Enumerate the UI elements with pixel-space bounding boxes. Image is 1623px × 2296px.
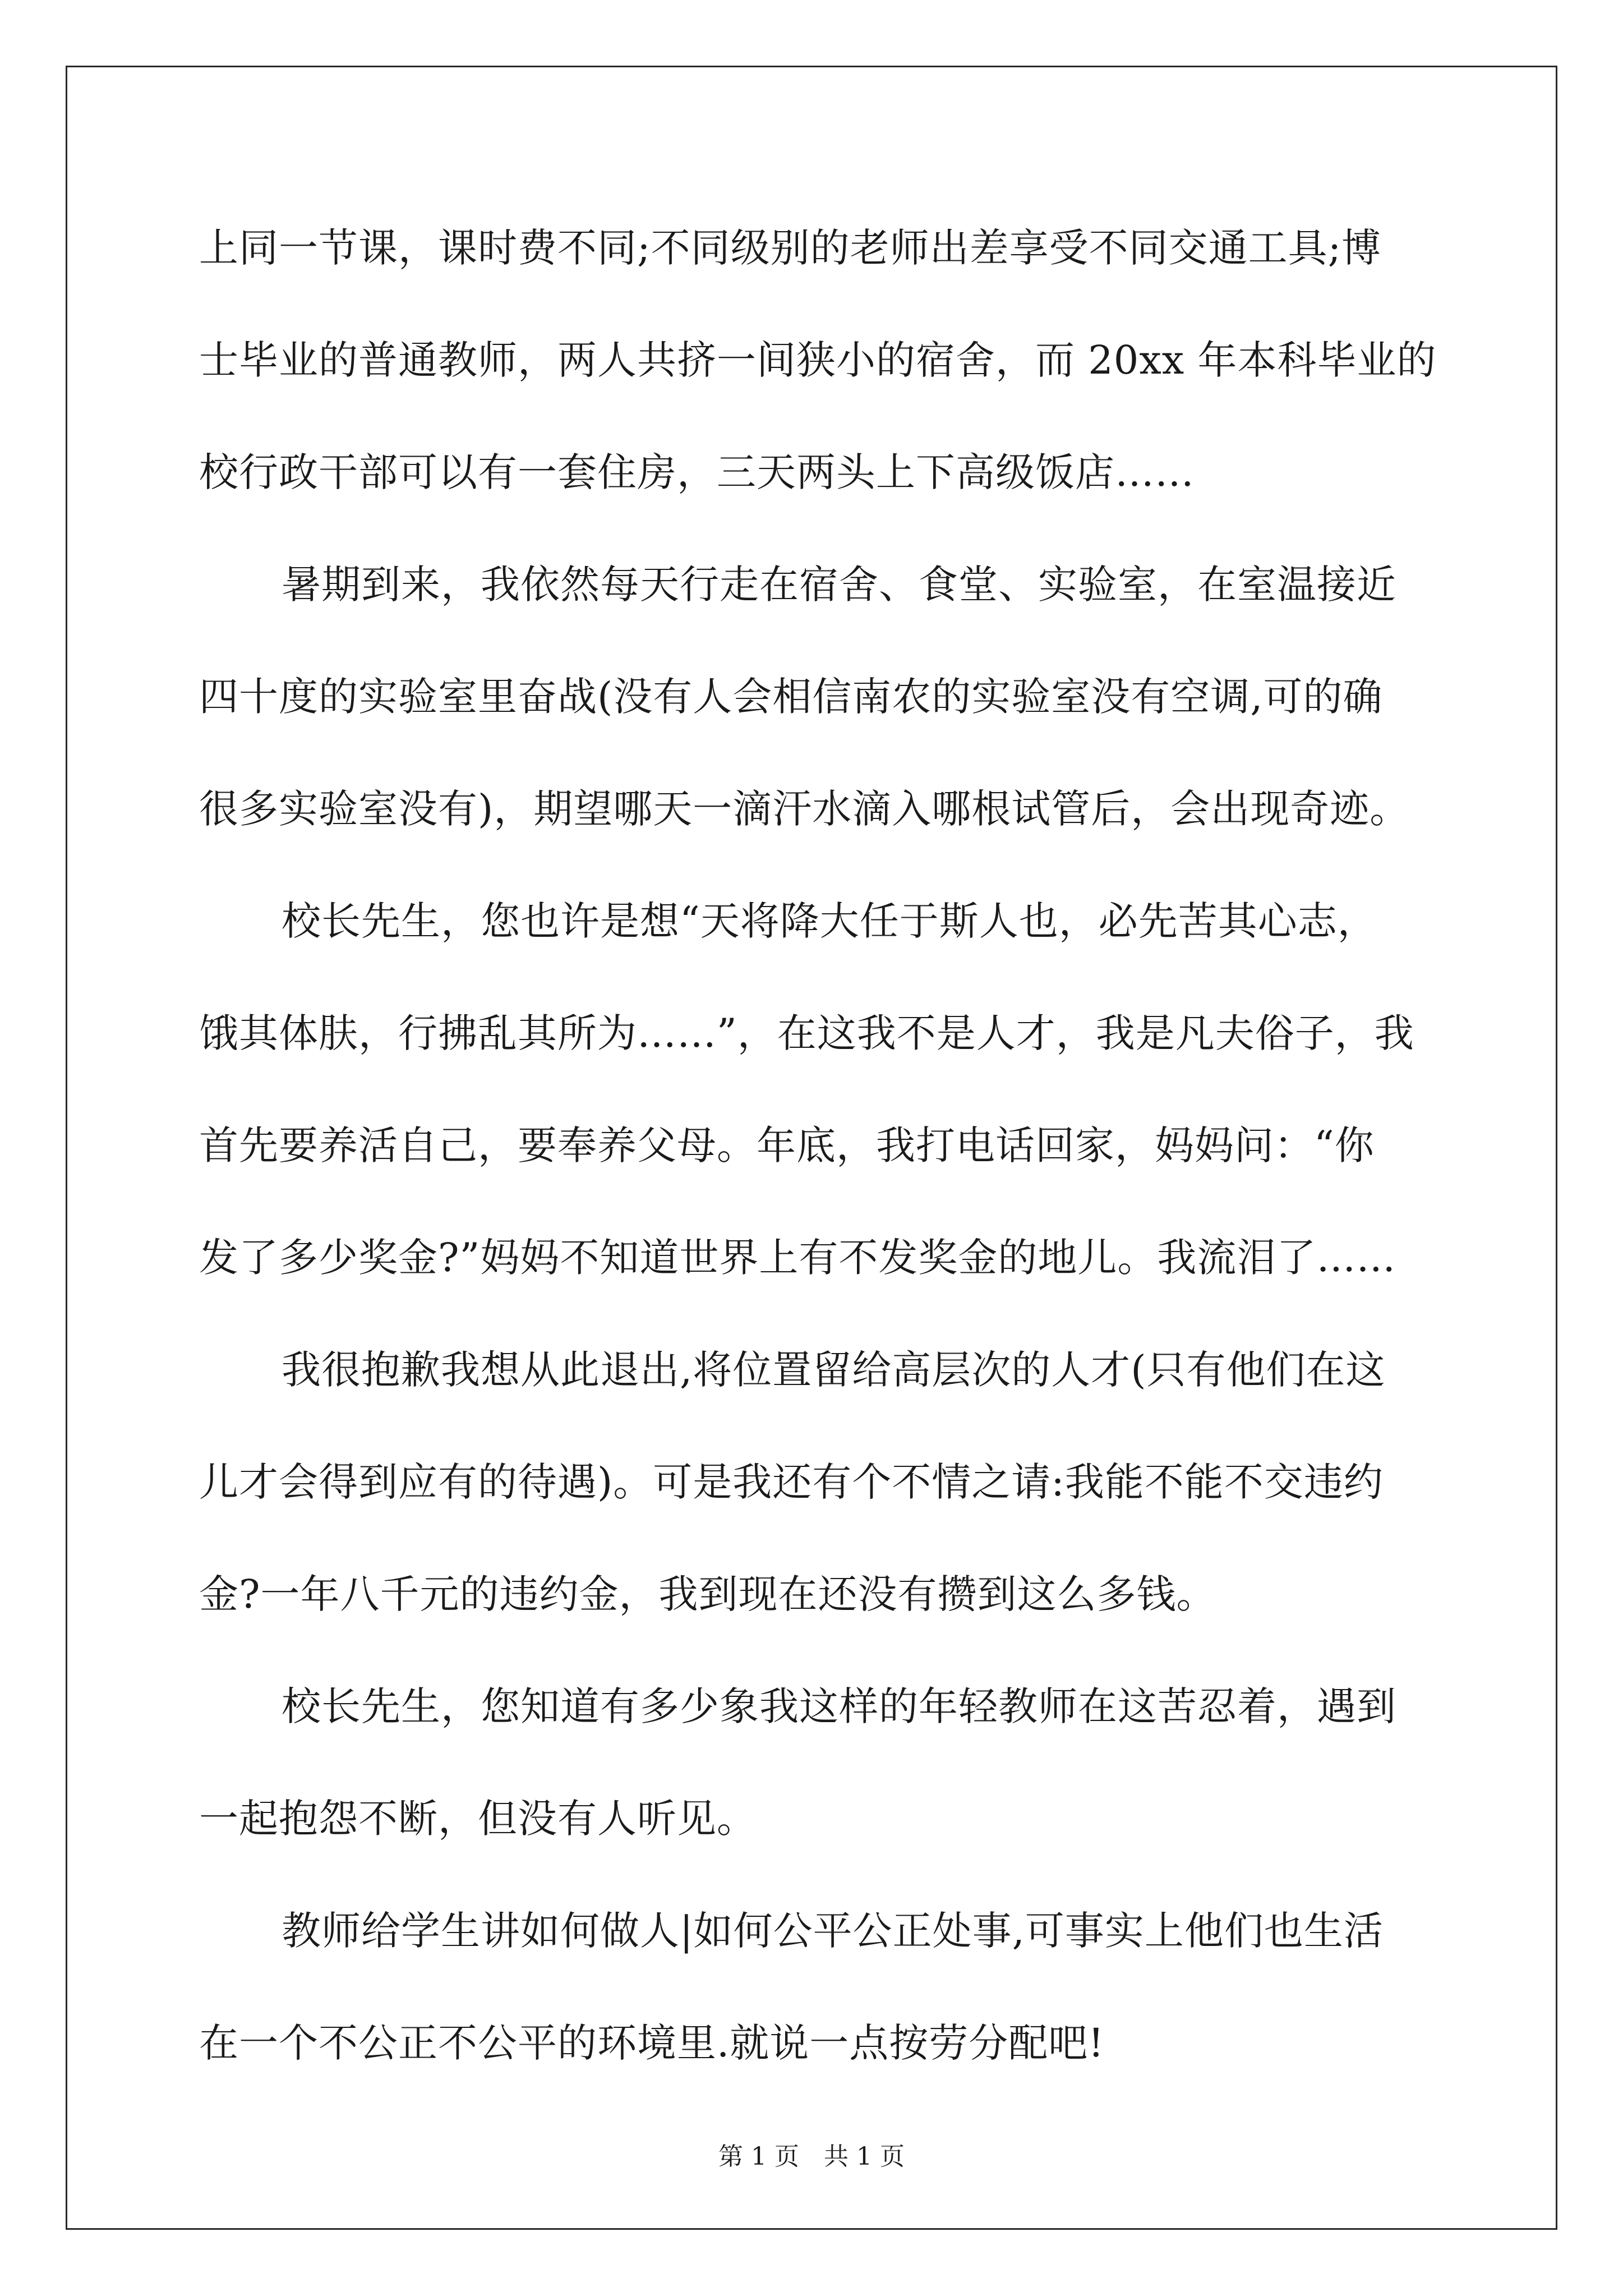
text-line: 四十度的实验室里奋战(没有人会相信南农的实验室没有空调,可的确	[199, 674, 1383, 720]
text-line: 发了多少奖金?”妈妈不知道世界上有不发奖金的地儿。我流泪了……	[199, 1235, 1396, 1281]
text-line: 首先要养活自己，要奉养父母。年底，我打电话回家，妈妈问：“你	[199, 1122, 1375, 1168]
text-line: 校行政干部可以有一套住房，三天两头上下高级饭店……	[199, 449, 1195, 495]
text-line: 一起抱怨不断，但没有人听见。	[199, 1796, 757, 1842]
text-line: 金?一年八千元的违约金，我到现在还没有攒到这么多钱。	[199, 1571, 1216, 1617]
paragraph-start-line: 校长先生，您也许是想“天将降大任于斯人也，必先苦其心志，	[282, 898, 1377, 944]
text-line: 饿其体肤，行拂乱其所为……”，在这我不是人才，我是凡夫俗子，我	[199, 1010, 1414, 1056]
text-line: 上同一节课，课时费不同;不同级别的老师出差享受不同交通工具;博	[199, 225, 1382, 271]
text-line: 儿才会得到应有的待遇)。可是我还有个不情之请:我能不能不交违约	[199, 1459, 1384, 1505]
text-line: 很多实验室没有)，期望哪天一滴汗水滴入哪根试管后，会出现奇迹。	[199, 786, 1410, 832]
text-line: 在一个不公正不公平的环境里.就说一点按劳分配吧!	[199, 2020, 1105, 2066]
paragraph-start-line: 校长先生，您知道有多少象我这样的年轻教师在这苦忍着，遇到	[282, 1683, 1396, 1729]
text-line: 士毕业的普通教师，两人共挤一间狭小的宿舍，而 20xx 年本科毕业的	[199, 337, 1437, 383]
paragraph-start-line: 我很抱歉我想从此退出,将位置留给高层次的人才(只有他们在这	[282, 1347, 1386, 1393]
paragraph-start-line: 教师给学生讲如何做人|如何公平公正处事,可事实上他们也生活	[282, 1908, 1384, 1954]
paragraph-start-line: 暑期到来，我依然每天行走在宿舍、食堂、实验室，在室温接近	[282, 562, 1396, 608]
page-number-footer: 第 1 页 共 1 页	[718, 2142, 905, 2171]
